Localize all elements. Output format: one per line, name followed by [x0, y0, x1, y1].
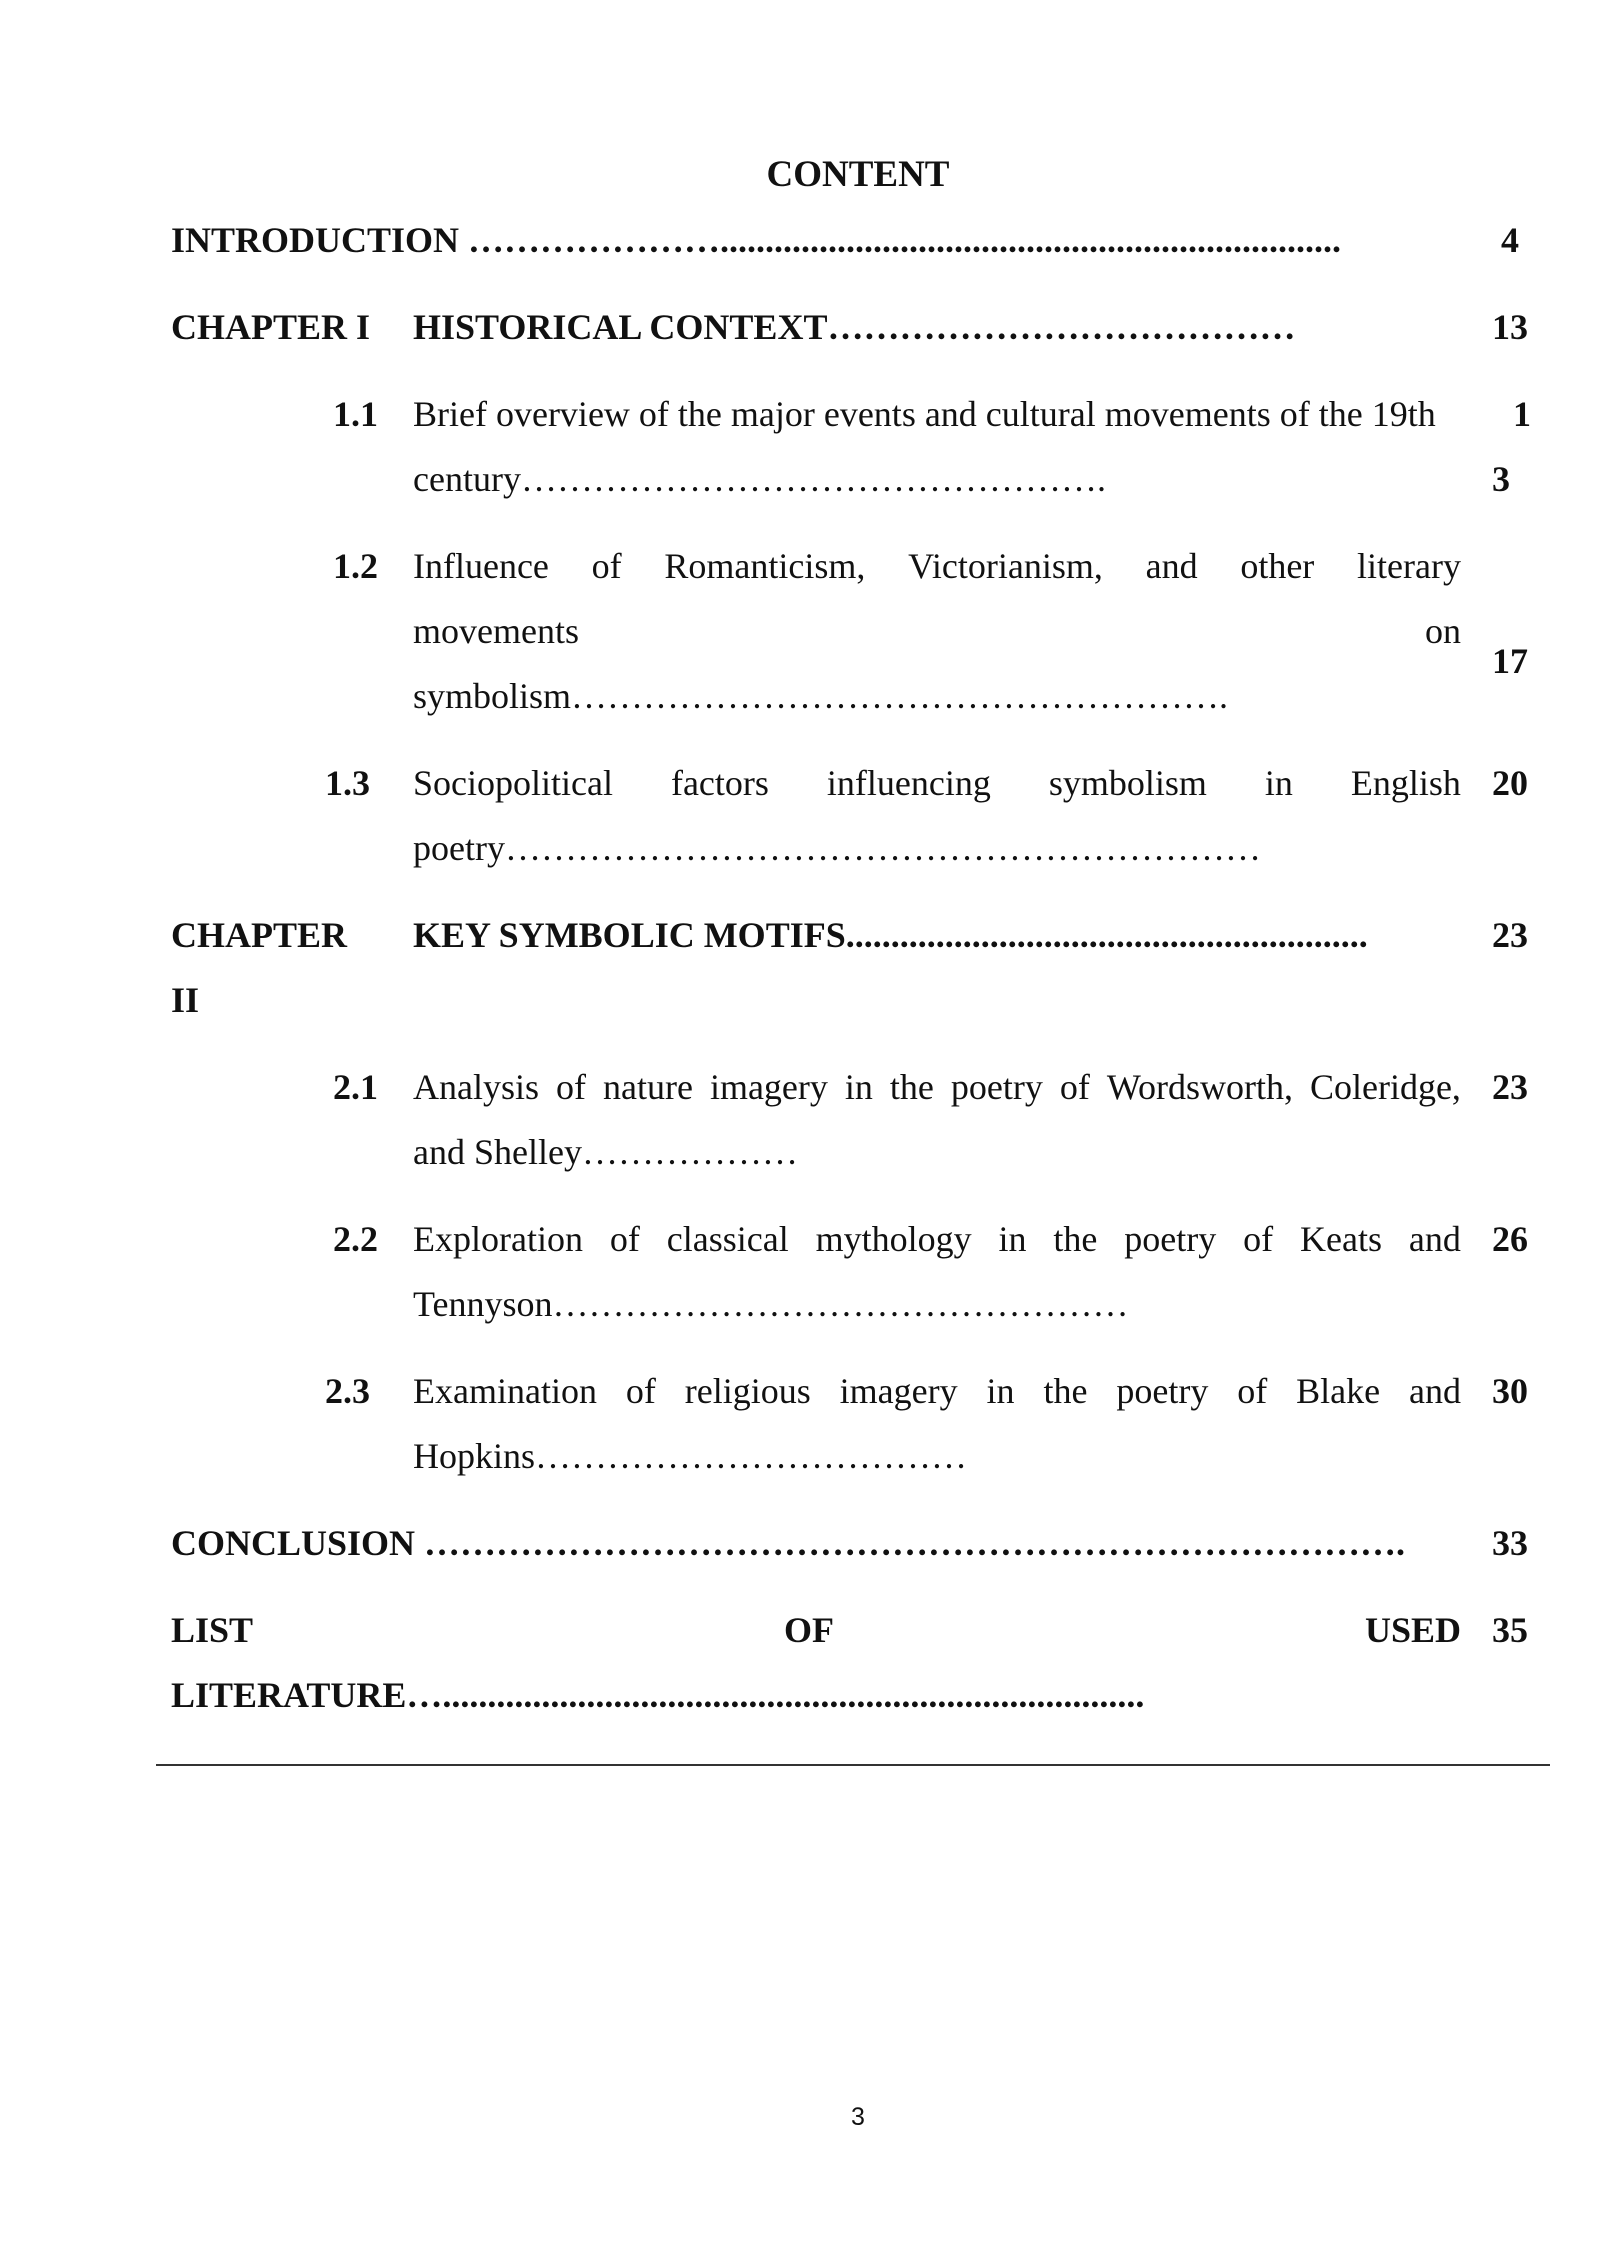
chapter-2-page: 23	[1492, 915, 1528, 955]
word: of	[591, 546, 622, 586]
word: and	[1408, 1219, 1461, 1259]
section-1-1-number: 1.1	[333, 394, 378, 434]
chapter-2-label-line2: II	[171, 980, 200, 1020]
section-1-2-line3: symbolism……………………………………………….	[413, 676, 1229, 716]
section-1-1-line2: century………………………………………….	[413, 459, 1106, 499]
toc-introduction: INTRODUCTION ………………….....................................................................	[171, 220, 1342, 260]
word: Analysis	[413, 1067, 539, 1107]
page-number: 3	[851, 2103, 865, 2131]
word: movements	[413, 611, 579, 651]
word: nature	[603, 1067, 693, 1107]
word: OF	[784, 1610, 835, 1650]
word: and	[1409, 1371, 1461, 1411]
word: the	[1043, 1371, 1088, 1411]
word: factors	[670, 763, 769, 803]
word: imagery	[839, 1371, 958, 1411]
word: English	[1350, 763, 1461, 803]
word: of	[556, 1067, 586, 1107]
word: literary	[1357, 546, 1461, 586]
word: USED	[1364, 1610, 1461, 1650]
chapter-1-title: HISTORICAL CONTEXT…………………………………	[413, 307, 1296, 347]
section-2-1-number: 2.1	[333, 1067, 378, 1107]
section-2-2-page: 26	[1492, 1219, 1528, 1259]
word: poetry	[1116, 1371, 1209, 1411]
chapter-1-label: CHAPTER I	[171, 307, 371, 347]
word: religious	[684, 1371, 811, 1411]
toc-literature-page: 35	[1492, 1610, 1528, 1650]
word: in	[844, 1067, 873, 1107]
horizontal-divider	[156, 1764, 1550, 1766]
toc-literature-line2: LITERATURE…..............................................................................	[171, 1675, 1145, 1715]
word: imagery	[709, 1067, 828, 1107]
section-1-2-line2	[413, 606, 1461, 656]
word: mythology	[815, 1219, 972, 1259]
section-1-1-page-part1: 1	[1513, 394, 1531, 434]
section-1-2-number: 1.2	[333, 546, 378, 586]
word: poetry	[950, 1067, 1043, 1107]
section-2-1-page: 23	[1492, 1067, 1528, 1107]
section-1-2-page: 17	[1492, 641, 1528, 681]
word: Romanticism,	[664, 546, 866, 586]
word: Wordsworth,	[1106, 1067, 1293, 1107]
word: symbolism	[1048, 763, 1207, 803]
word: the	[889, 1067, 934, 1107]
section-1-1-page-part2: 3	[1492, 459, 1510, 499]
chapter-2-label-line1: CHAPTER	[171, 915, 348, 955]
word: influencing	[826, 763, 991, 803]
word: the	[1053, 1219, 1098, 1259]
section-2-3-number: 2.3	[325, 1371, 370, 1411]
word: in	[998, 1219, 1027, 1259]
toc-conclusion-page: 33	[1492, 1523, 1528, 1563]
section-2-1-line2: and Shelley………………	[413, 1132, 798, 1172]
word: Victorianism,	[908, 546, 1103, 586]
chapter-2-title: KEY SYMBOLIC MOTIFS..........................................................	[413, 915, 1368, 955]
word: of	[625, 1371, 656, 1411]
word: LIST	[171, 1610, 254, 1650]
toc-literature-line1	[171, 1605, 1461, 1655]
word: of	[1237, 1371, 1268, 1411]
word: Sociopolitical	[413, 763, 613, 803]
word: in	[986, 1371, 1015, 1411]
word: on	[1425, 611, 1461, 651]
section-2-2-line1	[413, 1214, 1461, 1264]
section-1-3-line2: poetry………………………………………………………	[413, 828, 1261, 868]
word: other	[1240, 546, 1315, 586]
word: of	[1243, 1219, 1274, 1259]
section-2-2-line2: Tennyson…………………………………………	[413, 1284, 1129, 1324]
page-title: CONTENT	[766, 154, 950, 195]
section-2-1-line1	[413, 1062, 1461, 1112]
section-1-2-line1	[413, 541, 1461, 591]
word: Influence	[413, 546, 549, 586]
word: Examination	[413, 1371, 597, 1411]
word: Blake	[1296, 1371, 1381, 1411]
section-2-3-page: 30	[1492, 1371, 1528, 1411]
word: Exploration	[413, 1219, 583, 1259]
word: and	[1145, 546, 1198, 586]
chapter-1-page: 13	[1492, 307, 1528, 347]
word: Keats	[1300, 1219, 1382, 1259]
word: in	[1264, 763, 1293, 803]
section-2-3-line1	[413, 1366, 1461, 1416]
section-1-1-line1: Brief overview of the major events and cultural movements of the 19th	[413, 394, 1436, 434]
toc-conclusion: CONCLUSION ……………………………………………………………………….	[171, 1523, 1406, 1563]
word: Coleridge,	[1309, 1067, 1461, 1107]
section-1-3-line1	[413, 758, 1461, 808]
section-2-2-number: 2.2	[333, 1219, 378, 1259]
word: of	[609, 1219, 640, 1259]
word: classical	[666, 1219, 789, 1259]
word: poetry	[1124, 1219, 1217, 1259]
word: of	[1059, 1067, 1090, 1107]
section-1-3-number: 1.3	[325, 763, 370, 803]
section-2-3-line2: Hopkins………………………………	[413, 1436, 968, 1476]
section-1-3-page: 20	[1492, 763, 1528, 803]
toc-introduction-page: 4	[1501, 220, 1519, 260]
